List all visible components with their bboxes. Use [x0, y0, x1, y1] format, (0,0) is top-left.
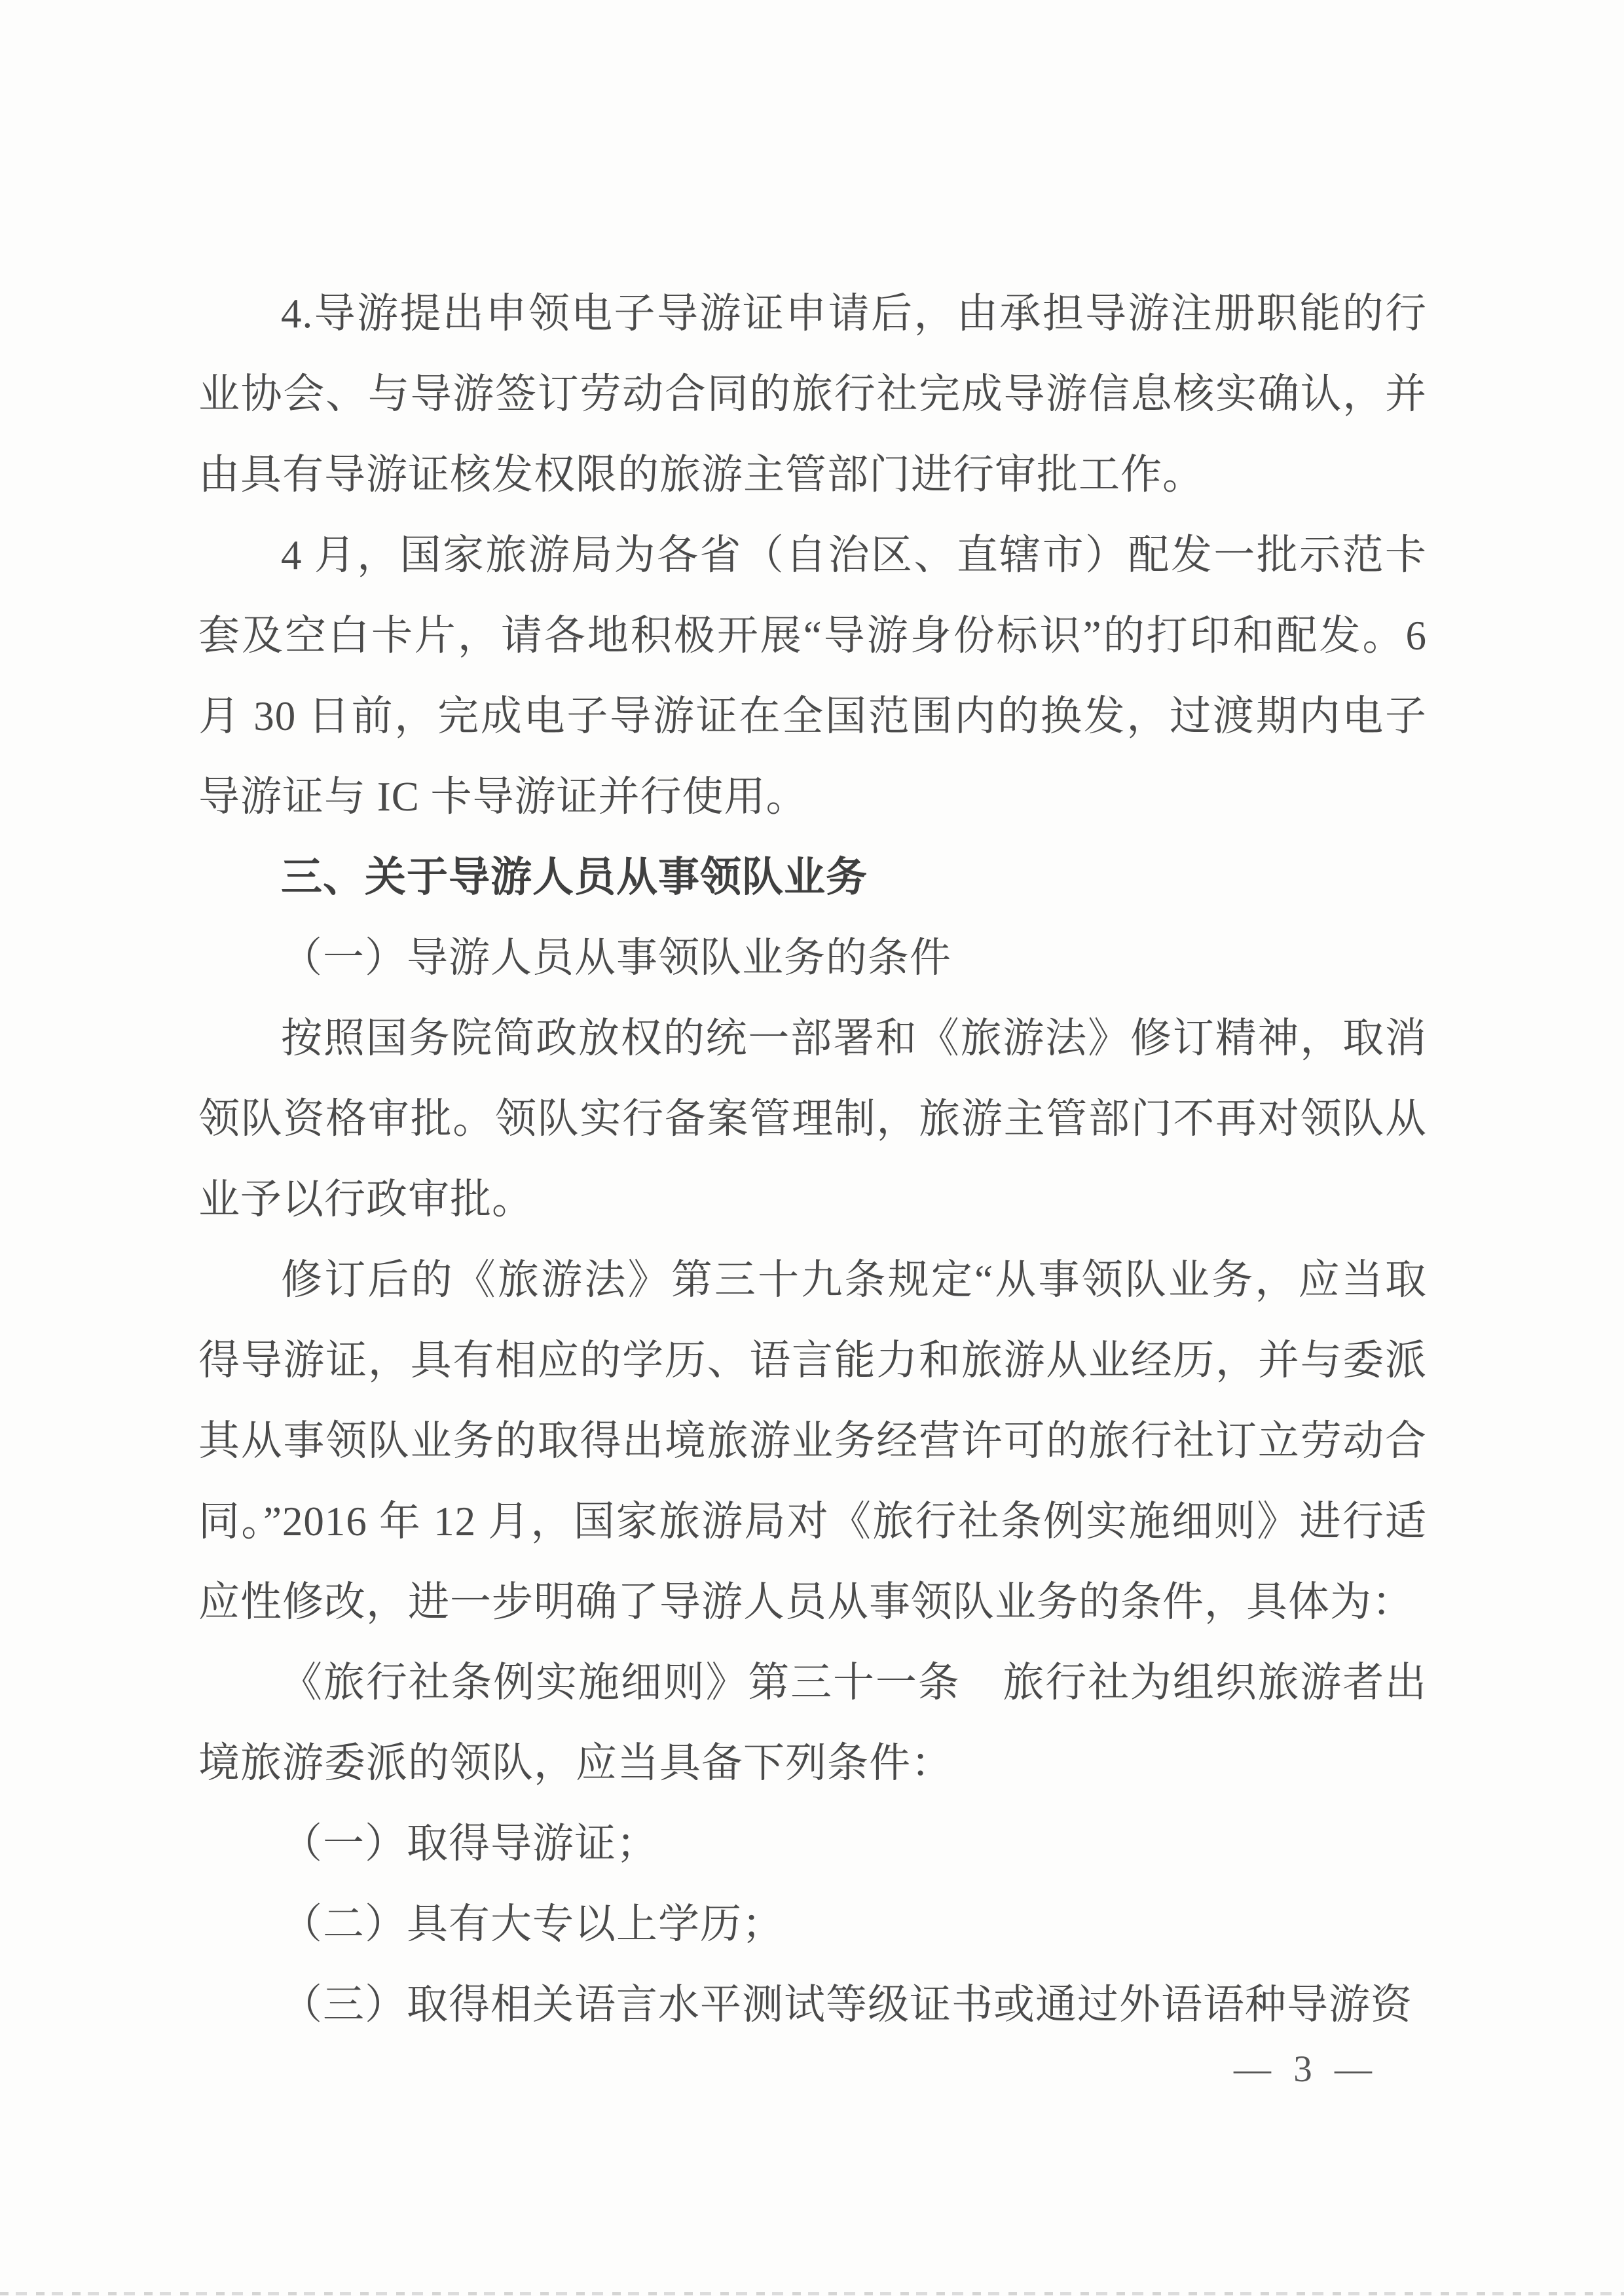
paragraph: 4 月，国家旅游局为各省（自治区、直辖市）配发一批示范卡套及空白卡片，请各地积极开展“导游身份标识”的打印和配发。6 月 30 日前，完成电子导游证在全国范围内的换发，过渡期内电子导游证与 IC 卡导游证并行使用。	[198, 532, 1427, 820]
section-heading: 三、关于导游人员从事领队业务	[281, 854, 868, 900]
list-item: （二）具有大专以上学历；	[281, 1901, 784, 1947]
document-body	[198, 274, 1427, 2045]
paragraph: 《旅行社条例实施细则》第三十一条 旅行社为组织旅游者出境旅游委派的领队，应当具备下列条件：	[198, 1660, 1427, 1786]
paragraph: 修订后的《旅游法》第三十九条规定“从事领队业务，应当取得导游证，具有相应的学历、语言能力和旅游从业经历，并与委派其从事领队业务的取得出境旅游业务经营许可的旅行社订立劳动合同。”2016 年 12 月，国家旅游局对《旅行社条例实施细则》进行适应性修改，进一步明确了导游人员从事领队业务的条件，具体为：	[198, 1257, 1427, 1625]
paragraph: 4.导游提出申领电子导游证申请后，由承担导游注册职能的行业协会、与导游签订劳动合同的旅行社完成导游信息核实确认，并由具有导游证核发权限的旅游主管部门进行审批工作。	[198, 291, 1427, 498]
subsection-heading: （一）导游人员从事领队业务的条件	[281, 935, 951, 981]
page-number: — 3 —	[1234, 2049, 1378, 2090]
scan-artifact-line	[0, 2292, 1624, 2295]
list-item: （一）取得导游证；	[281, 1821, 658, 1867]
paragraph: 按照国务院简政放权的统一部署和《旅游法》修订精神，取消领队资格审批。领队实行备案管理制，旅游主管部门不再对领队从业予以行政审批。	[198, 1015, 1427, 1222]
list-item: （三）取得相关语言水平测试等级证书或通过外语语种导游资	[281, 1982, 1412, 2028]
